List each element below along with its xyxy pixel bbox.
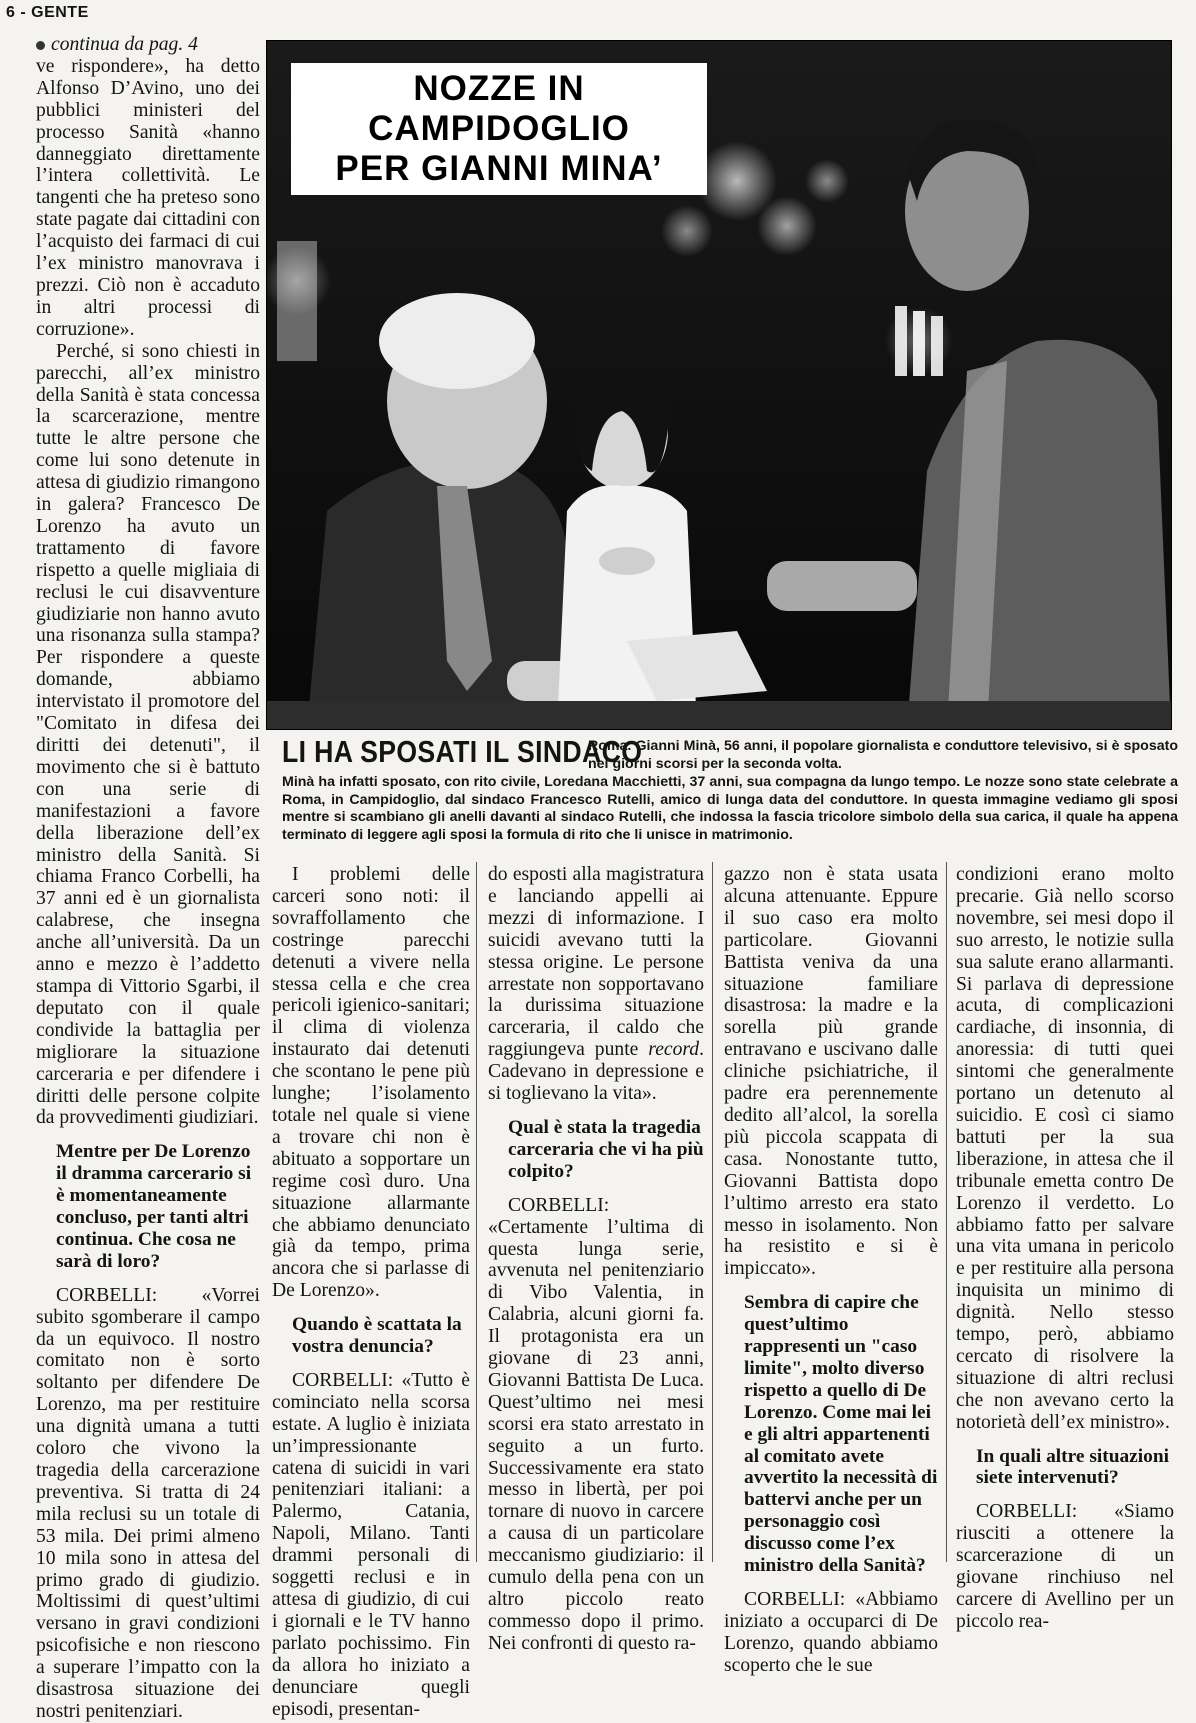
column-2 (272, 864, 470, 1720)
col5-paragraph-1: condizioni erano molto precarie. Già nello scorso novembre, sei mesi dopo il suo arresto, le notizie sulla sua salute erano allarmanti. Si parlava di depressione acuta, di complicazioni cardiache, di insonnia, di anoressia: di tutti quei sintomi che generalmente portano un detenuto al suicidio. E così ci siamo battuti per la sua liberazione, in attesa che il tribunale emetta contro De Lorenzo il verdetto. Lo abbiamo fatto per salvare una vita umana in pericolo e per restituire alla persona inquisita un minimo di dignità. Nello stesso tempo, però, abbiamo cercato di risolvere la situazione di altri reclusi che non avevano certo la notorietà dell’ex ministro». (956, 864, 1174, 1433)
bullet-icon (36, 41, 45, 50)
col1-paragraph-1: ve rispondere», ha detto Alfonso D’Avino, uno dei pubblici ministeri del processo Sanità «hanno danneggiato direttamente l’intera collettività. Le tangenti che ha preteso sono state pagate dai cittadini con l’acquisto dei farmaci di cui l’ex ministro manovrava i prezzi. Ciò non è accaduto in altri processi di corruzione». (36, 55, 260, 340)
photo-title-box (291, 63, 707, 195)
column-rule (476, 862, 477, 1562)
column-4 (724, 864, 938, 1677)
page-header: 6 - GENTE (6, 4, 89, 21)
wedding-photo (266, 40, 1172, 730)
col3-paragraph-2: CORBELLI: «Certamente l’ultima di questa lunga serie, avvenuta nel penitenziario di Vibo Valentia, in Calabria, alcuni giorni fa. Il protagonista era un giovane di 23 anni, Giovanni Battista De Luca. Quest’ultimo nei mesi scorsi era stato arrestato in seguito a un furto. Successivamente era stato messo in libertà, per poi tornare di nuovo in carcere a causa di un particolare meccanismo giudiziario: il cumulo della pena con un altro piccolo reato commesso dopo il primo. Nei confronti di questo ra- (488, 1194, 704, 1654)
col1-question-1: Mentre per De Lorenzo il dramma carcerario si è momentaneamente concluso, per tanti altri continua. Che cosa ne sarà di loro? (56, 1141, 252, 1272)
col1-paragraph-2: Perché, si sono chiesti in parecchi, all’ex ministro della Sanità è stata concessa la scarcerazione, mentre tutte le altre persone che come lui sono detenute in attesa di giudizio rimangono in galera? Francesco De Lorenzo ha avuto un trattamento di favore rispetto a quelle migliaia di reclusi le cui disavventure giudiziarie non hanno avuto una risonanza sulla stampa? Per rispondere a queste domande, abbiamo intervistato il promotore del "Comitato in difesa dei diritti dei detenuti", il movimento che si è battuto con una serie di manifestazioni a favore della liberazione dell’ex ministro della Sanità. Si chiama Franco Corbelli, ha 37 anni ed è un giornalista calabrese, che insegna anche all’università. Da un anno e mezzo è l’addetto stampa di Vittorio Sgarbi, il deputato con il quale condivide la battaglia per migliorare la situazione carceraria e per difendere i diritti delle persone colpite da provvedimenti giudiziari. (36, 340, 260, 1129)
col4-paragraph-1: gazzo non è stata usata alcuna attenuante. Eppure il suo caso era molto particolare. Giovanni Battista veniva da una situazione familiare disastrosa: la madre e la sorella più grande entravano e uscivano dalle cliniche psichiatriche, il padre era perennemente dedito all’alcol, la sorella più piccola scappata di casa. Nonostante tutto, Giovanni Battista dopo l’ultimo arresto era stato messo in isolamento. Non ha resistito e si è impiccato». (724, 864, 938, 1280)
col1-paragraph-3: CORBELLI: «Vorrei subito sgomberare il campo da un equivoco. Il nostro comitato non è sorto soltanto per difendere De Lorenzo, ma per restituire una dignità umana a tutti coloro che vivono la tragedia della carcerazione preventiva. Si tratta di 24 mila reclusi su un totale di 53 mila. Dei primi almeno 10 mila sono in attesa del primo grado di giudizio. Moltissimi di quest’ultimi versano in gravi condizioni psicofisiche e non riescono a superare l’impatto con la disastrosa situazione dei nostri penitenziari. (36, 1284, 260, 1722)
caption-headline: LI HA SPOSATI IL SINDACO (282, 734, 643, 769)
column-1 (36, 34, 260, 1723)
col4-paragraph-2: CORBELLI: «Abbiamo iniziato a occuparci di De Lorenzo, quando abbiamo scoperto che le sue (724, 1589, 938, 1676)
column-5 (956, 864, 1174, 1633)
col3-paragraph-1 (488, 864, 704, 1105)
col2-paragraph-2: CORBELLI: «Tutto è cominciato nella scorsa estate. A luglio è iniziata un’impressionante catena di suicidi in vari penitenziari italiani: a Palermo, Catania, Napoli, Milano. Tanti drammi personali di soggetti reclusi e in attesa di giudizio, di cui i giornali e le TV hanno parlato pochissimo. Fin da allora ho iniziato a denunciare quegli episodi, presentan- (272, 1369, 470, 1720)
caption-text-2: Minà ha infatti sposato, con rito civile, Loredana Macchietti, 37 anni, sua compagna da lungo tempo. Le nozze sono state celebrate a Roma, in Campidoglio, dal sindaco Francesco Rutelli, amico di lunga data del conduttore. In questa immagine vediamo gli sposi mentre si scambiano gli anelli davanti al sindaco Rutelli, che indossa la fascia tricolore simbolo della sua carica, il quale ha appena terminato di leggere agli sposi la formula di rito che li unisce in matrimonio. (282, 774, 1178, 843)
caption-text-1: Roma. Gianni Minà, 56 anni, il popolare giornalista e conduttore televisivo, si è sposato nei giorni scorsi per la seconda volta. (588, 738, 1178, 772)
column-rule (712, 862, 713, 1562)
col5-paragraph-2: CORBELLI: «Siamo riusciti a ottenere la scarcerazione di un giovane rinchiuso nel carcere di Avellino per un piccolo rea- (956, 1501, 1174, 1632)
col2-paragraph-1: I problemi delle carceri sono noti: il sovraffollamento che costringe parecchi detenuti a vivere nella stessa cella e che crea pericoli igienico-sanitari; il clima di violenza instaurato dai detenuti che scontano le pene più lunghe; l’isolamento totale nel quale si viene a trovare chi non è abituato a sopportare un regime così duro. Una situazione allarmante che abbiamo denunciato già da tempo, prima ancora che si parlasse di De Lorenzo». (272, 864, 470, 1302)
col5-question-1: In quali altre situazioni siete intervenuti? (976, 1445, 1170, 1489)
column-3 (488, 864, 704, 1655)
col3-text-c: . Cadevano in depressione e si toglievano la vita». (488, 1039, 704, 1105)
column-rule (946, 862, 947, 1562)
photo-title-line-1: NOZZE IN CAMPIDOGLIO (368, 69, 630, 148)
col3-question-1: Qual è stata la tragedia carceraria che vi ha più colpito? (508, 1116, 704, 1182)
col4-question-1: Sembra di capire che quest’ultimo rappresenti un "caso limite", molto diverso rispetto a quello di De Lorenzo. Come mai lei e gli altri appartenenti al comitato avete avvertito la necessità di battervi anche per un personaggio così discusso come l’ex ministro della Sanità? (744, 1292, 938, 1577)
col2-question-1: Quando è scattata la vostra denuncia? (292, 1314, 462, 1358)
col3-text-a: do esposti alla magistratura e lanciando appelli ai mezzi di informazione. I suicidi avevano tutti la stessa origine. Le persone arrestate non sopportavano la durissima situazione carceraria, il caldo che raggiungeva punte (488, 864, 704, 1061)
photo-title-line-2: PER GIANNI MINA’ (335, 149, 663, 188)
col3-text-italic: record (648, 1039, 700, 1061)
continued-label: continua da pag. 4 (51, 34, 198, 55)
continued-note (36, 34, 260, 56)
